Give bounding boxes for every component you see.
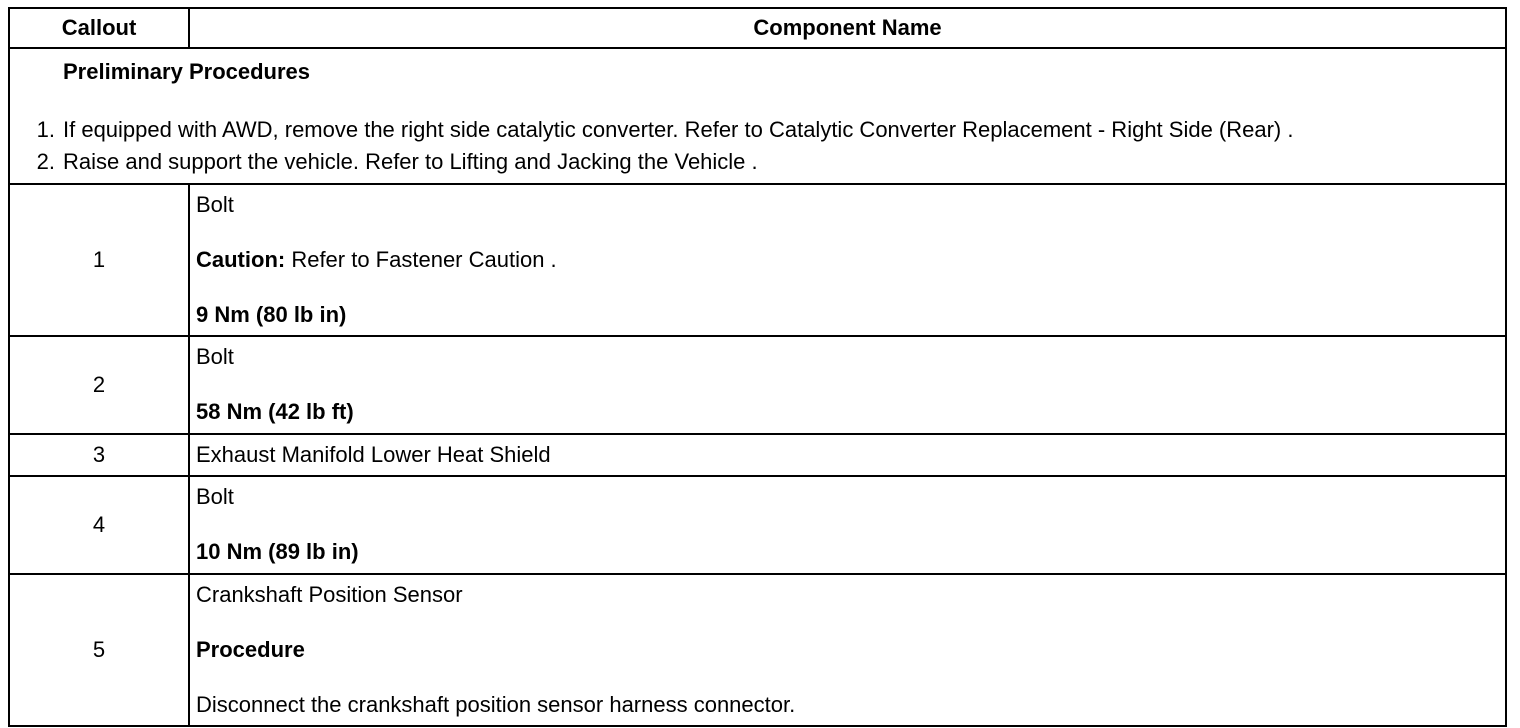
preliminary-cell — [9, 48, 1506, 184]
callout-number: 4 — [9, 476, 189, 574]
callout-number: 3 — [9, 434, 189, 476]
callout-header: Callout — [9, 8, 189, 48]
preliminary-step — [10, 146, 1505, 178]
preliminary-title: Preliminary Procedures — [63, 59, 311, 84]
component-name: Exhaust Manifold Lower Heat Shield — [196, 442, 551, 467]
component-cell — [189, 336, 1506, 434]
component-table-container — [8, 7, 1505, 727]
callout-number: 1 — [9, 184, 189, 336]
caution-text: Refer to Fastener Caution . — [285, 247, 557, 272]
step-text: Raise and support the vehicle. Refer to Lifting and Jacking the Vehicle . — [63, 149, 758, 174]
torque-spec: 10 Nm (89 lb in) — [196, 539, 359, 564]
caution-note — [196, 246, 1505, 274]
callout-number: 2 — [9, 336, 189, 434]
table-row — [9, 184, 1506, 336]
caution-label: Caution: — [196, 247, 286, 272]
procedure-text: Disconnect the crankshaft position sensor harness connector. — [196, 692, 796, 717]
component-name: Bolt — [196, 192, 234, 217]
component-name: Bolt — [196, 484, 234, 509]
procedure-label: Procedure — [196, 637, 305, 662]
preliminary-row — [9, 48, 1506, 184]
table-row — [9, 434, 1506, 476]
step-number: 2. — [36, 149, 55, 174]
component-cell — [189, 184, 1506, 336]
table-row — [9, 336, 1506, 434]
component-name: Crankshaft Position Sensor — [196, 582, 463, 607]
table-row — [9, 574, 1506, 726]
torque-spec: 58 Nm (42 lb ft) — [196, 399, 354, 424]
table-row — [9, 476, 1506, 574]
component-cell — [189, 476, 1506, 574]
torque-spec: 9 Nm (80 lb in) — [196, 302, 347, 327]
component-table — [8, 7, 1507, 727]
preliminary-step — [10, 114, 1505, 146]
component-name-header: Component Name — [189, 8, 1506, 48]
component-name: Bolt — [196, 344, 234, 369]
table-header-row — [9, 8, 1506, 48]
component-cell — [189, 434, 1506, 476]
component-cell — [189, 574, 1506, 726]
step-number: 1. — [36, 117, 55, 142]
callout-number: 5 — [9, 574, 189, 726]
step-text: If equipped with AWD, remove the right side catalytic converter. Refer to Catalytic Converter Replacement - Right Side (Rear) . — [63, 117, 1294, 142]
